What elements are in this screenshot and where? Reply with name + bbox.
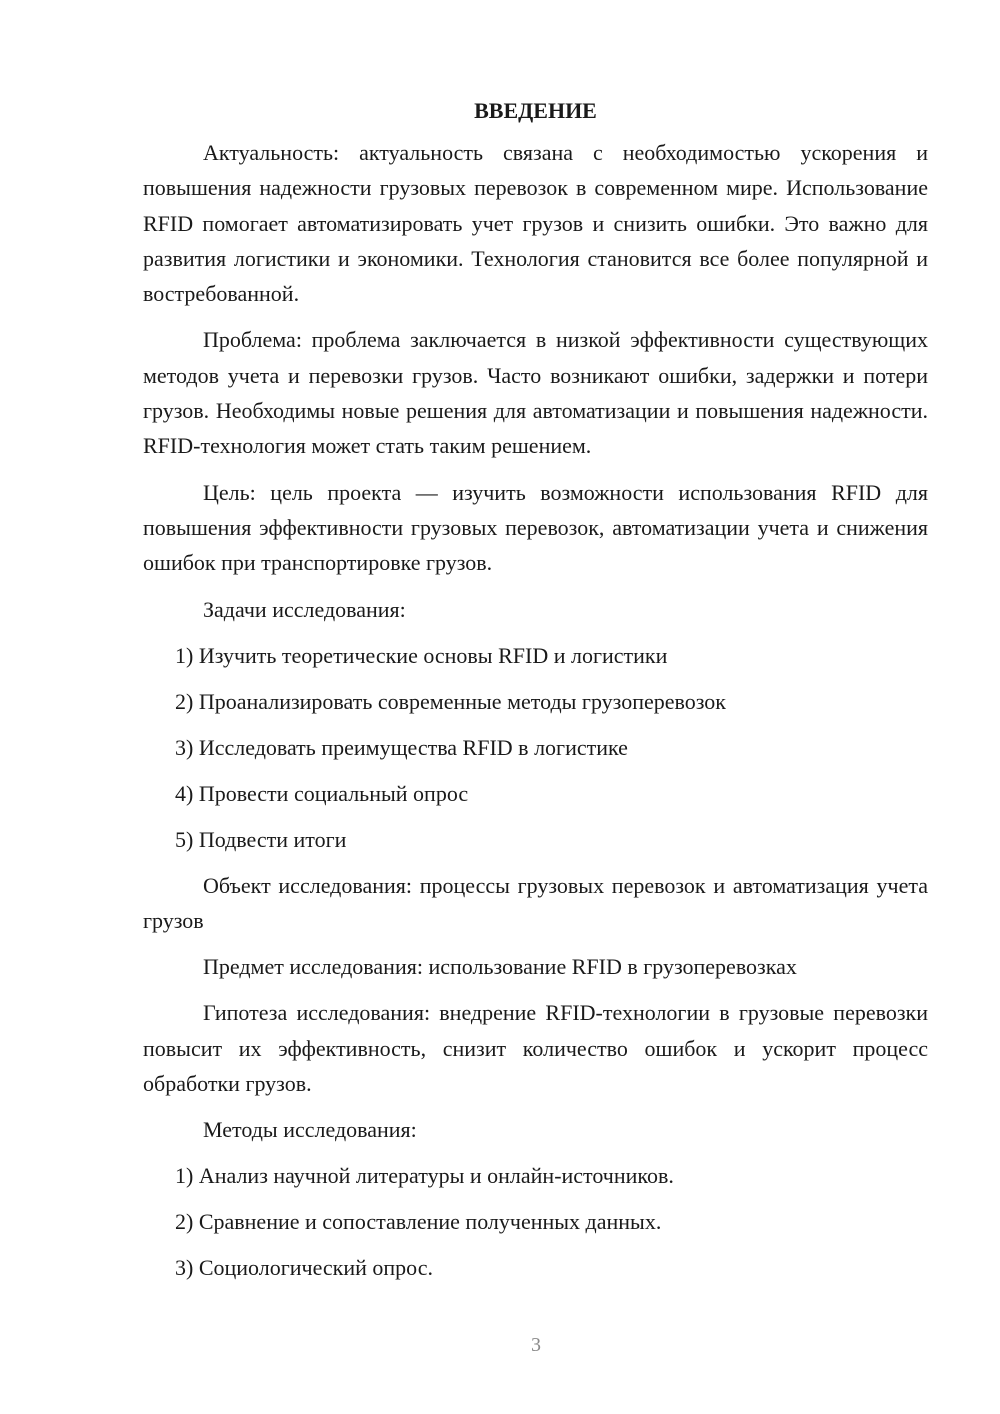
subject-paragraph: Предмет исследования: использование RFID в грузоперевозках	[203, 954, 797, 980]
list-item: 2) Проанализировать современные методы грузоперевозок	[175, 688, 726, 714]
methods-heading: Методы исследования:	[203, 1117, 417, 1143]
list-item: 1) Изучить теоретические основы RFID и логистики	[175, 642, 668, 668]
list-item: 2) Сравнение и сопоставление полученных данных.	[175, 1209, 662, 1235]
object-paragraph: Объект исследования: процессы грузовых перевозок и автоматизация учета грузов	[143, 872, 928, 933]
list-item: 3) Социологический опрос.	[175, 1255, 433, 1281]
problem-paragraph: Проблема: проблема заключается в низкой эффективности существующих методов учета и перевозки грузов. Часто возникают ошибки, задержки и потери грузов. Необходимы новые решения для автоматизации и повышения надежности. RFID-технология может стать таким решением.	[143, 327, 928, 459]
list-item: 3) Исследовать преимущества RFID в логистике	[175, 734, 628, 760]
hypothesis-paragraph: Гипотеза исследования: внедрение RFID-технологии в грузовые перевозки повысит их эффективность, снизит количество ошибок и ускорит процесс обработки грузов.	[143, 1000, 928, 1097]
section-title: ВВЕДЕНИЕ	[474, 98, 597, 123]
goal-paragraph: Цель: цель проекта — изучить возможности использования RFID для повышения эффективности грузовых перевозок, автоматизации учета и снижения ошибок при транспортировке грузов.	[143, 479, 928, 576]
relevance-paragraph: Актуальность: актуальность связана с необходимостью ускорения и повышения надежности грузовых перевозок в современном мире. Использование RFID помогает автоматизировать учет грузов и снизить ошибки. Это важно для развития логистики и экономики. Технология становится все более популярной и востребованной.	[143, 140, 928, 307]
list-item: 4) Провести социальный опрос	[175, 780, 469, 806]
tasks-heading: Задачи исследования:	[203, 596, 406, 622]
tasks-list	[143, 638, 928, 857]
methods-list	[143, 1158, 928, 1285]
page-number: 3	[531, 1334, 541, 1356]
list-item: 1) Анализ научной литературы и онлайн-источников.	[175, 1163, 674, 1189]
list-item: 5) Подвести итоги	[175, 826, 347, 852]
document-body	[143, 93, 928, 1296]
